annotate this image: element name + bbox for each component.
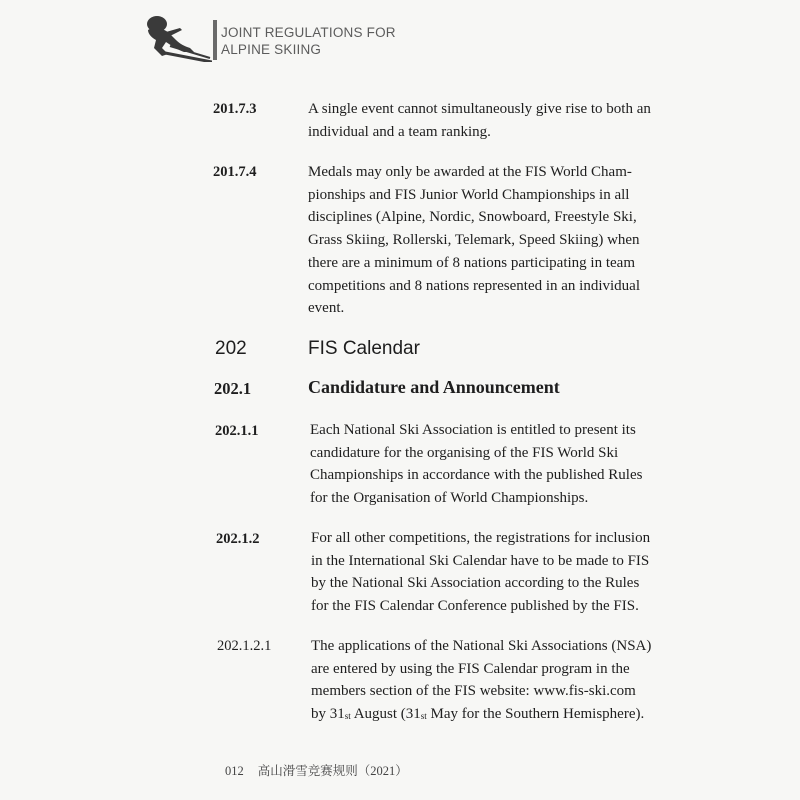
ordinal-suffix: st [344,711,351,722]
subsection-number: 202.1 [214,379,252,398]
rule-line: competitions and 8 nations represented in an individual [308,277,641,294]
rule-line: A single event cannot simultaneously give rise to both an [308,101,651,117]
rule-line: for the Organisation of World Championships. [310,490,589,507]
rule-text [310,419,642,510]
rule-line: disciplines (Alpine, Nordic, Snowboard, Freestyle Ski, [308,209,637,226]
header-title-line-1: JOINT REGULATIONS FOR [221,25,396,40]
header-divider [213,20,217,60]
rule-line: there are a minimum of 8 nations participating in team [308,254,635,271]
rule-number: 202.1.1 [215,423,259,439]
rule-line: event. [308,300,345,317]
rule-line: Grass Skiing, Rollerski, Telemark, Speed Skiing) when [308,232,640,249]
rule-line: The applications of the National Ski Associations (NSA) [311,638,652,654]
rule-line: in the International Ski Calendar have to be made to FIS [311,552,650,569]
rule-text [308,98,651,143]
header-title-line-2: ALPINE SKIING [221,42,322,57]
rule-line: Championships in accordance with the published Rules [310,467,643,484]
rule-line: candidature for the organising of the FIS World Ski [310,444,619,461]
rule-number: 201.7.4 [213,164,257,180]
page-number: 012 [225,764,244,778]
rule-line: for the FIS Calendar Conference published by the FIS. [311,598,639,615]
rule-text [311,527,650,618]
ordinal-suffix: st [420,711,427,722]
rule-line: members section of the FIS website: www.fis-ski.com [311,683,636,700]
rule-text [308,161,640,320]
rule-line: individual and a team ranking. [308,123,491,140]
section-title: FIS Calendar [308,338,420,359]
text-run: May for the Southern Hemisphere). [426,706,645,723]
book-title: 高山滑雪竞赛规则（2021） [257,764,408,778]
rule-number: 202.1.2 [216,531,260,547]
rule-text [311,635,651,728]
page-footer [225,761,422,779]
rule-line: For all other competitions, the registrations for inclusion [311,530,651,546]
text-run: by 31 [311,706,345,723]
text-run: August (31 [350,706,421,723]
rule-number: 202.1.2.1 [217,638,272,654]
rule-line: by the National Ski Association according to the Rules [311,575,640,592]
rule-line: Medals may only be awarded at the FIS World Cham- [308,164,632,180]
rule-number: 201.7.3 [213,101,257,117]
rule-line: Each National Ski Association is entitled to present its [310,422,636,438]
skier-icon [140,12,212,62]
rule-line: are entered by using the FIS Calendar program in the [311,660,630,677]
rule-line: pionships and FIS Junior World Championships in all [308,186,630,203]
subsection-title: Candidature and Announcement [308,377,560,397]
rule-line [311,703,651,728]
section-number: 202 [215,338,247,359]
header-title [221,24,481,58]
